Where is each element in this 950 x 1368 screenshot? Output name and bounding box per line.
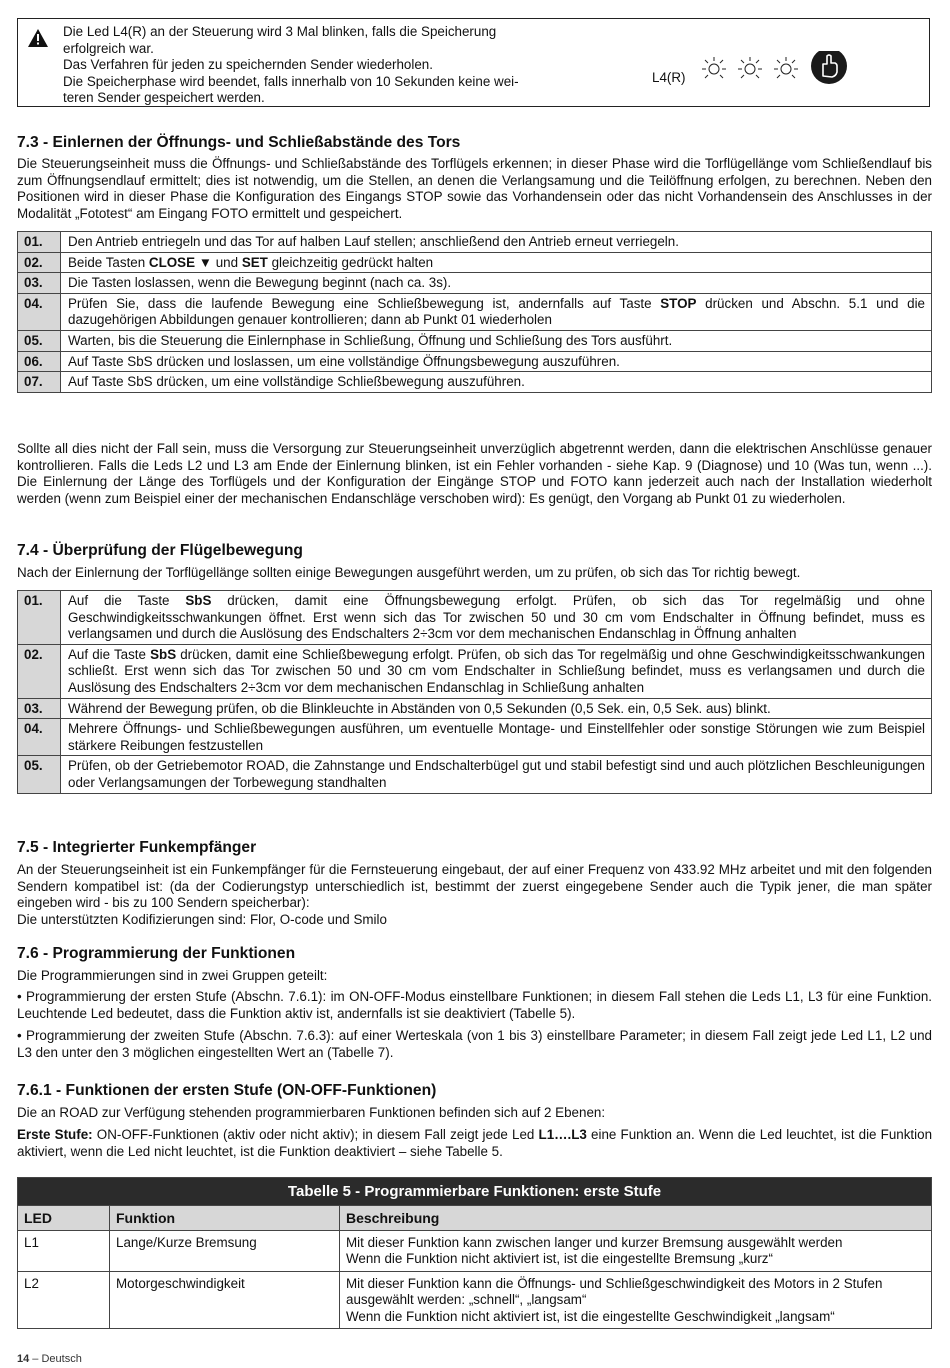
description-line: Wenn die Funktion nicht aktiviert ist, ist die eingestellte Bremsung „kurz“ <box>346 1251 773 1267</box>
step-text <box>61 644 932 698</box>
table-caption: Tabelle 5 - Programmierbare Funktionen: erste Stufe <box>18 1178 931 1205</box>
header-led: LED <box>18 1206 110 1230</box>
led-range: L1….L3 <box>538 1127 587 1142</box>
key-name: STOP <box>660 295 697 311</box>
text-part: ON-OFF-Funktionen (aktiv oder nicht aktiv); in diesem Fall zeigt jede Led <box>92 1127 539 1142</box>
key-name: SbS <box>150 646 177 662</box>
step-text <box>61 591 932 645</box>
key-name: SbS <box>185 593 212 608</box>
text-part: eine Funktion an. Wenn die Led leuchtet, ist die Funktion aktiviert, wenn die Led nicht leuchtet, ist die Funktion deaktiviert – siehe Tabelle 5. <box>17 1127 933 1159</box>
step-text-part: drücken, damit eine Schließbewegung erfolgt. Prüfen, ob sich das Tor regelmäßig und ohne Geschwindigkeitsschwankungen schließt. Erst wenn sich das Tor zwischen 50 und 30 cm vom Endschalter in Schließung befindet, muss es verlangsamen und durch die Auslösung des Endschalters 2÷3cm vor dem mechanischen Endanschlag in Schließung anhalten <box>68 646 925 695</box>
step-number: 04. <box>18 293 61 330</box>
section-7-5-text: An der Steuerungseinheit ist ein Funkempfänger für die Fernsteuerung eingebaut, der auf einer Frequenz von 433.92 MHz arbeitet und mit den folgenden Sendern kompatibel ist: (da der Codierungstyp unterschiedlich ist, bestimmt der zuerst eingegebene Sender auch die Typik jener, die man später eingeben wird - bis zu 100 Sendern speicherbar): <box>17 862 932 911</box>
section-title-7-5: 7.5 - Integrierter Funkempfänger <box>17 839 257 856</box>
step-text-part: drücken und Abschn. 5.1 und die dazugehörigen Abbildungen genauer kontrollieren; dann ab Punkt 01 wiederholen <box>68 295 925 328</box>
table-row <box>18 1271 931 1328</box>
warning-line: Das Verfahren für jeden zu speichernden Sender wiederholen. <box>63 57 433 73</box>
step-number: 05. <box>18 756 61 793</box>
term-label: Erste Stufe: <box>17 1127 93 1142</box>
warning-line: erfolgreich war. <box>63 40 154 56</box>
description-line: ausgewählt werden: „schnell“, „langsam“ <box>346 1292 587 1308</box>
led-blink-icon <box>699 51 849 91</box>
steps-table-7-3 <box>17 231 932 393</box>
key-name: SET <box>241 254 268 270</box>
header-function: Funktion <box>110 1206 340 1230</box>
table-row <box>18 330 932 351</box>
step-text-part: und <box>212 254 242 270</box>
key-name: CLOSE ▼ <box>148 254 213 270</box>
table-header <box>18 1205 931 1230</box>
section-title-7-6: 7.6 - Programmierung der Funktionen <box>17 945 296 962</box>
step-text-part: Auf die Taste <box>68 646 151 662</box>
step-text: Die Tasten loslassen, wenn die Bewegung beginnt (nach ca. 3s). <box>61 273 932 294</box>
footer-language: Deutsch <box>41 1353 82 1365</box>
cell-description <box>340 1272 931 1328</box>
table-row <box>18 756 932 793</box>
step-text: Auf Taste SbS drücken und loslassen, um eine vollständige Öffnungsbewegung auszuführen. <box>61 351 932 372</box>
warning-line: Die Speicherphase wird beendet, falls innerhalb von 10 Sekunden keine wei- <box>63 73 519 89</box>
step-number: 02. <box>18 644 61 698</box>
step-text-part: gleichzeitig gedrückt halten <box>267 254 434 270</box>
description-line: Mit dieser Funktion kann die Öffnungs- und Schließgeschwindigkeit des Motors in 2 Stufen <box>346 1275 883 1291</box>
section-title-7-3: 7.3 - Einlernen der Öffnungs- und Schließabstände des Tors <box>17 134 461 151</box>
step-number: 03. <box>18 273 61 294</box>
table-row <box>18 293 932 330</box>
step-number: 01. <box>18 591 61 645</box>
section-7-6-1-text: Die an ROAD zur Verfügung stehenden programmierbaren Funktionen befinden sich auf 2 Ebenen: <box>17 1105 606 1120</box>
description-line: Wenn die Funktion nicht aktiviert ist, ist die eingestellte Geschwindigkeit „langsam“ <box>346 1308 835 1324</box>
table-row <box>18 698 932 719</box>
warning-text <box>63 24 558 107</box>
section-title-7-4: 7.4 - Überprüfung der Flügelbewegung <box>17 542 303 559</box>
step-text: Warten, bis die Steuerung die Einlernphase in Schließung, Öffnung und Schließung des Tors ausführt. <box>61 330 932 351</box>
table-row <box>18 252 932 273</box>
step-number: 04. <box>18 719 61 756</box>
table-row <box>18 644 932 698</box>
page-footer <box>17 1351 82 1368</box>
footer-separator: – <box>29 1353 42 1365</box>
step-number: 07. <box>18 372 61 393</box>
header-description: Beschreibung <box>346 1210 440 1226</box>
steps-table-7-4 <box>17 590 932 794</box>
step-text: Während der Bewegung prüfen, ob die Blinkleuchte in Abständen von 0,5 Sekunden (0,5 Sek. ein, 0,5 Sek. aus) blinkt. <box>61 698 932 719</box>
table-row <box>18 372 932 393</box>
table-row <box>18 719 932 756</box>
step-text: Prüfen, ob der Getriebemotor ROAD, die Zahnstange und Endschalterbügel gut und stabil befestigt sind und auch plötzlichen Beschleunigungen oder Verlangsamungen der Torbewegung standhalten <box>61 756 932 793</box>
section-7-5-codings: Die unterstützten Kodifizierungen sind: Flor, O-code und Smilo <box>17 912 387 927</box>
step-text: Den Antrieb entriegeln und das Tor auf halben Lauf stellen; anschließend den Antrieb erneut verriegeln. <box>61 232 932 253</box>
warning-box <box>17 18 930 107</box>
section-7-3-after: Sollte all dies nicht der Fall sein, muss die Versorgung zur Steuerungseinheit unverzüglich abgetrennt werden, dann die elektrischen Anschlüsse genauer kontrollieren. Falls die Leds L2 und L3 am Ende der Einlernung blinken, ist ein Fehler vorhanden - siehe Kap. 9 (Diagnose) und 10 (Was tun, wenn ...). Die Einlernung der Länge des Torflügels und der Konfiguration der Eingänge STOP und FOTO kann jederzeit auch nach der Installation wiederholt werden (wenn zum Beispiel einer der mechanischen Endanschläge verschoben wird): Es genügt, den Vorgang ab Punkt 01 zu wiederholen. <box>17 441 932 507</box>
led-label: L4(R) <box>652 70 686 85</box>
cell-led: L1 <box>18 1231 110 1271</box>
cell-led: L2 <box>18 1272 110 1328</box>
warning-line: teren Sender gespeichert werden. <box>63 90 265 106</box>
section-7-6-bullet-1: • Programmierung der ersten Stufe (Abschn. 7.6.1): im ON-OFF-Modus einstellbare Funktionen; in diesem Fall stehen die Leds L1, L3 für eine Funktion. Leuchtende Led bedeutet, dass die Funktion aktiv ist, andernfalls ist sie deaktiviert (Tabelle 5). <box>17 989 932 1021</box>
step-text-part: Auf die Taste <box>68 593 186 608</box>
page-number: 14 <box>17 1353 30 1365</box>
cell-description <box>340 1231 931 1271</box>
step-number: 01. <box>18 232 61 253</box>
table-row <box>18 232 932 253</box>
table-row <box>18 1230 931 1271</box>
section-7-3-intro: Die Steuerungseinheit muss die Öffnungs- und Schließabstände des Torflügels erkennen; in dieser Phase wird die Torflügellänge vom Schließendlauf bis zum Öffnungsendlauf ermittelt; dies ist notwendig, um die Stellen, an denen die Verlangsamung und die Teilöffnung erfolgen, zu berechnen. Neben den Positionen wird in dieser Phase die Konfiguration des Eingangs STOP sowie das Vorhandensein oder das nicht Vorhandensein des Anschlusses in der Modalität „Fototest“ am Eingang FOTO ermittelt und gespeichert. <box>17 156 932 222</box>
section-7-6-text: Die Programmierungen sind in zwei Gruppen geteilt: <box>17 968 328 983</box>
table-5 <box>17 1177 932 1329</box>
warning-icon <box>28 29 48 47</box>
section-7-4-intro: Nach der Einlernung der Torflügellänge sollten einige Bewegungen ausgeführt werden, um zu prüfen, ob sich das Tor richtig bewegt. <box>17 565 801 580</box>
step-text: Mehrere Öffnungs- und Schließbewegungen ausführen, um eventuelle Montage- und Einstellfehler oder sonstige Störungen wie zum Beispiel stärkere Reibungen festzustellen <box>61 719 932 756</box>
table-row <box>18 591 932 645</box>
step-text <box>61 252 932 273</box>
table-row <box>18 273 932 294</box>
step-number: 06. <box>18 351 61 372</box>
step-number: 03. <box>18 698 61 719</box>
step-text-part: Prüfen Sie, dass die laufende Bewegung eine Schließbewegung ist, andernfalls auf Taste <box>68 295 661 311</box>
step-text: Auf Taste SbS drücken, um eine vollständige Schließbewegung auszuführen. <box>61 372 932 393</box>
description-line: Mit dieser Funktion kann zwischen langer und kurzer Bremsung ausgewählt werden <box>346 1235 843 1250</box>
cell-function: Motorgeschwindigkeit <box>110 1272 340 1328</box>
section-7-6-bullet-2: • Programmierung der zweiten Stufe (Abschn. 7.6.3): auf einer Werteskala (von 1 bis 3) einstellbare Parameter; in diesem Fall zeigt jede Led L1, L2 und L3 den unter den 3 möglichen eingestellten Wert an (Tabelle 7). <box>17 1028 932 1060</box>
step-number: 02. <box>18 252 61 273</box>
section-7-6-1-first-level <box>17 1127 932 1160</box>
table-row <box>18 351 932 372</box>
warning-line: Die Led L4(R) an der Steuerung wird 3 Mal blinken, falls die Speicherung <box>63 24 497 39</box>
section-title-7-6-1: 7.6.1 - Funktionen der ersten Stufe (ON-OFF-Funktionen) <box>17 1082 437 1099</box>
cell-function: Lange/Kurze Bremsung <box>110 1231 340 1271</box>
step-text <box>61 293 932 330</box>
step-number: 05. <box>18 330 61 351</box>
step-text-part: Beide Tasten <box>68 254 149 270</box>
step-text-part: drücken, damit eine Öffnungsbewegung erfolgt. Prüfen, ob sich das Tor regelmäßig und ohne Geschwindigkeitsschwankungen öffnet. Erst wenn sich das Tor zwischen 50 und 30 cm vom Endschalter in Öffnung befindet, muss es verlangsamen und durch die Auslösung des Endschalters 2÷3cm vor dem mechanischen Endanschlag in Öffnung anhalten <box>68 593 925 642</box>
